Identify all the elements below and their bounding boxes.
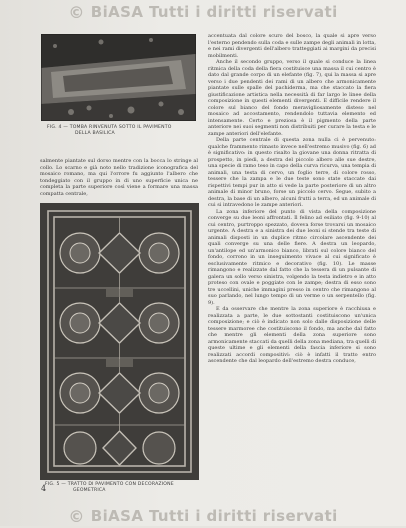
tomb-photo-image bbox=[41, 34, 196, 121]
watermark-text: BiASA Tutti i diritti riservati bbox=[90, 507, 338, 525]
right-paragraph-5: E da osservare che mentre la zona superiore è racchiusa e realizzata a parte, le due sottostanti costituiscono un'unica composizione; e ciò è indicato non solo dalle disposizione delle tessere marmoree che costituiscono il fondo, ma anche dal fatto che mentre gli elementi della zona superiore sono armonicamente staccati da quelli della zona mediana, tra quelli di queste ultime e gli elementi della fascia inferiore si sono realizzati accordi compositivi: ciò è infatti il tratto entro ascendente che dal leopardo dell'estremo destra conduce, bbox=[208, 306, 376, 364]
figure-4-caption-line1: FIG. 4 — TOMBA RINVENUTA SOTTO IL PAVIMENTO bbox=[47, 125, 172, 130]
right-paragraph-3: Della parte centrale di questa zona nulla ci è pervenuto: qualche frammento rimasto invece nell'estremo musivo (fig. 6) ad è significativo: in questo risalto la giovane una donna ritratta di prospetto, in piedi, a destra del piccolo albero alle sue destre, una specie di ramo teso in capo della curva ricurva, una tempia di animali, una testa di cervo, un foglio terre, di colore rosso, tessere che la zampa e le due teste sono state staccate dai rispettivi tempi pur in atto si vede la parte posteriore di un altro animale di minor bruno, forse un piccolo cervo. Segue, subito a destra, la base di un albero, alcuni frutti a terra, ed un animale di cui si intravedono le zampe anteriori. bbox=[208, 137, 376, 208]
copyright-icon: © bbox=[68, 506, 85, 526]
figure-5-caption bbox=[45, 482, 199, 494]
watermark-text: BiASA Tutti i diritti riservati bbox=[90, 3, 338, 21]
tomb-photo bbox=[41, 34, 196, 121]
copyright-icon: © bbox=[68, 2, 85, 22]
watermark-bottom bbox=[0, 504, 406, 528]
mosaic-floor-image bbox=[40, 203, 199, 480]
right-paragraph-4: La zona inferiore del punto di vista della composizione converge su due leoni affrontati. Il felino ad esiliato (fig. 9-10) al cui centro, purtroppo spezzato, doveva forse trovarsi un mosaico urgente. A destra e a sinistra dei due leoni si stende tra teste di animali disposti in un duplice ritmo circolare ascendente dei quali converge su una delle fiere. A destra un leopardo, un'antilope ed un'armonico bianco, librati sul colore bianco del fondo, corrono in un inseguimento vivace al cui significato è esclusivamente ritmico e decorativo (fig. 10). Le masse rimangono e realizzate dal fatto che la tessera di un pulsante di galera un sollo verso sinistra, volgendo la testa indietro e in atto proteso con ovale e poggiate con le zampe; destra di esso sono tre uccellini, uniche immagini presso in centro che rimangono al suo parlando, nel lungo tempo di un verme o un serpentello (fig. 9). bbox=[208, 208, 376, 306]
right-paragraph-1: accentuata dal colore scuro del bosco, la quale si apre verso l'esterno pendendo sulla coda e sulle zampe degli animali in lotta, e nei rami divergenti dell'albero tratteggiati ai margini da precisi mobilmenti. bbox=[208, 33, 376, 59]
right-paragraph-2: Anche il secondo gruppo, verso il quale si conduce la linea ritmica della coda della fiera costituisce una massa il cui centro è dato dal grande corpo di un elefante (fig. 7), qui la massa si apre verso i due pendenti dei rami di un albero che armonicamente piantate sulle spalle del pachiderma, ma che staccato la fiera giustificazione artistica nella necessità di far largo le linee della composizione in questi elementi divergenti. E difficile rendere il colore sul bianco del fondo meravigliosamente disteso nel mosaico ad accostamento, rendendolo tuttavia elemento ed intensamente. Certo e preziosa è il pigmento della parte anteriore nei suoi segmenti non distribuiti per curare la testa e le zampe anteriori dell'elefante. bbox=[208, 59, 376, 137]
left-column-text bbox=[40, 158, 198, 200]
figure-5-caption-line1: FIG. 5 — TRATTO DI PAVIMENTO CON DECORAZIONE bbox=[45, 482, 174, 487]
right-column-text bbox=[208, 33, 376, 498]
figure-4-caption bbox=[47, 125, 197, 137]
figure-5-caption-line2: GEOMETRICA bbox=[73, 487, 106, 493]
mosaic-floor-photo bbox=[40, 203, 199, 480]
left-column-paragraph: salmente piantate sul dorso mentre con la bocca lo stringe al collo. Lo scarno e già noto nello tradizione iconografica del mosaico romano, ma qui l'orrore fu aggiunto l'albero che tondeggiato con il gruppo in di uno superficie unica ne completa la parte superiore così viene a formare una massa compatta centrale, bbox=[40, 158, 198, 197]
figure-4-caption-line2: DELLA BASILICA bbox=[75, 130, 115, 136]
watermark-top bbox=[0, 0, 406, 24]
page-number: 4 bbox=[41, 484, 47, 493]
